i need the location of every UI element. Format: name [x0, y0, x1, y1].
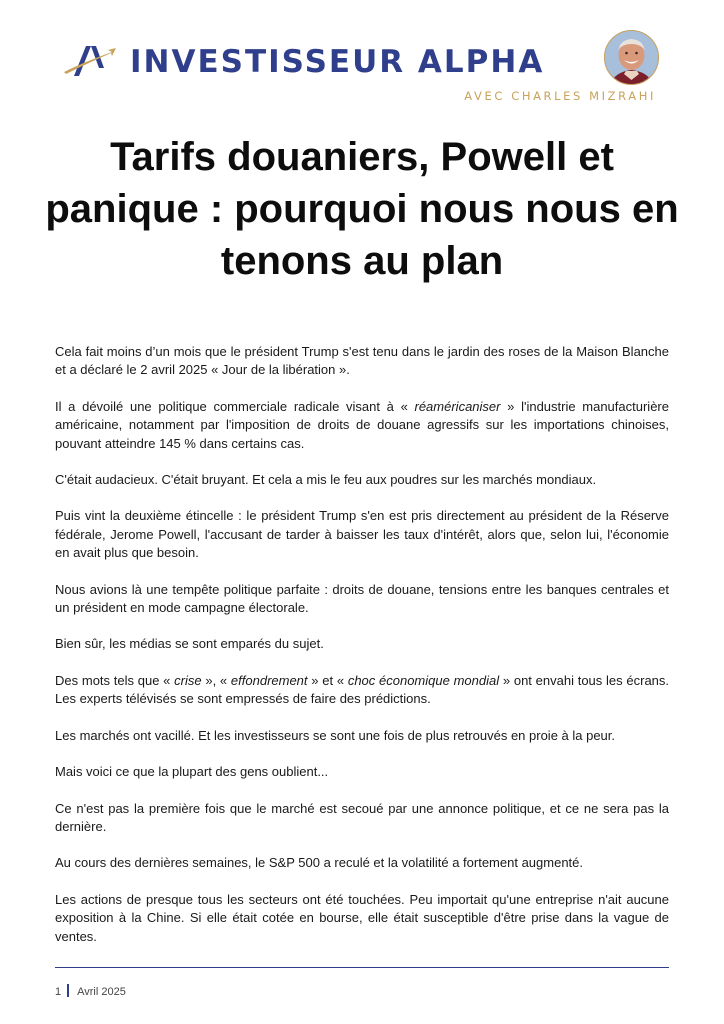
- paragraph: Bien sûr, les médias se sont emparés du sujet.: [55, 636, 324, 652]
- page-footer: [55, 984, 126, 998]
- paragraph: Des mots tels que « crise », « effondrement » et « choc économique mondial » ont envahi tous les écrans. Les experts télévisés se sont empressés de faire des prédictions.: [55, 672, 670, 707]
- paragraph: Puis vint la deuxième étincelle : le président Trump s'en est pris directement au président de la Réserve fédérale, Jerome Powell, l'accusant de tarder à baisser les taux d'intérêt, alors que, selon lui, l'économie en avait plus que besoin.: [55, 508, 669, 561]
- paragraph: Il a dévoilé une politique commerciale radicale visant à « réaméricaniser » l'industrie manufacturière américaine, notamment par l'imposition de droits de douane agressifs sur les importations chinoises, pouvant atteindre 145 % dans certains cas.: [55, 398, 669, 451]
- alpha-logo-icon: [64, 44, 116, 78]
- footer-divider: [55, 967, 669, 968]
- paragraph: Les actions de presque tous les secteurs ont été touchées. Peu importait qu'une entreprise n'ait aucune exposition à la Chine. Si elle était cotée en bourse, elle était susceptible d'être prise dans la vague de ventes.: [55, 891, 669, 944]
- footer-date: Avril 2025: [77, 986, 126, 998]
- paragraph: Ce n'est pas la première fois que le marché est secoué par une annonce politique, et ce ne sera pas la dernière.: [55, 800, 669, 834]
- paragraph: Cela fait moins d’un mois que le président Trump s'est tenu dans le jardin des roses de la Maison Blanche et a déclaré le 2 avril 2025 « Jour de la libération ».: [55, 344, 669, 378]
- article-body: [55, 343, 669, 964]
- article-title: Tarifs douaniers, Powell et panique : pourquoi nous nous en tenons au plan: [45, 135, 679, 283]
- paragraph: Au cours des dernières semaines, le S&P 500 a reculé et la volatilité a fortement augmenté.: [55, 855, 583, 871]
- footer-separator: [67, 984, 69, 997]
- brand-tagline: AVEC CHARLES MIZRAHI: [464, 89, 656, 103]
- page-number: 1: [55, 986, 62, 998]
- paragraph: Les marchés ont vacillé. Et les investisseurs se sont une fois de plus retrouvés en proie à la peur.: [55, 727, 616, 743]
- paragraph: Mais voici ce que la plupart des gens oublient...: [55, 764, 329, 780]
- paragraph: C'était audacieux. C'était bruyant. Et cela a mis le feu aux poudres sur les marchés mondiaux.: [55, 472, 597, 488]
- brand-name: INVESTISSEUR ALPHA: [130, 44, 545, 80]
- author-avatar: [604, 30, 659, 85]
- paragraph: Nous avions là une tempête politique parfaite : droits de douane, tensions entre les banques centrales et un président en mode campagne électorale.: [55, 581, 669, 616]
- page-header: [58, 30, 668, 105]
